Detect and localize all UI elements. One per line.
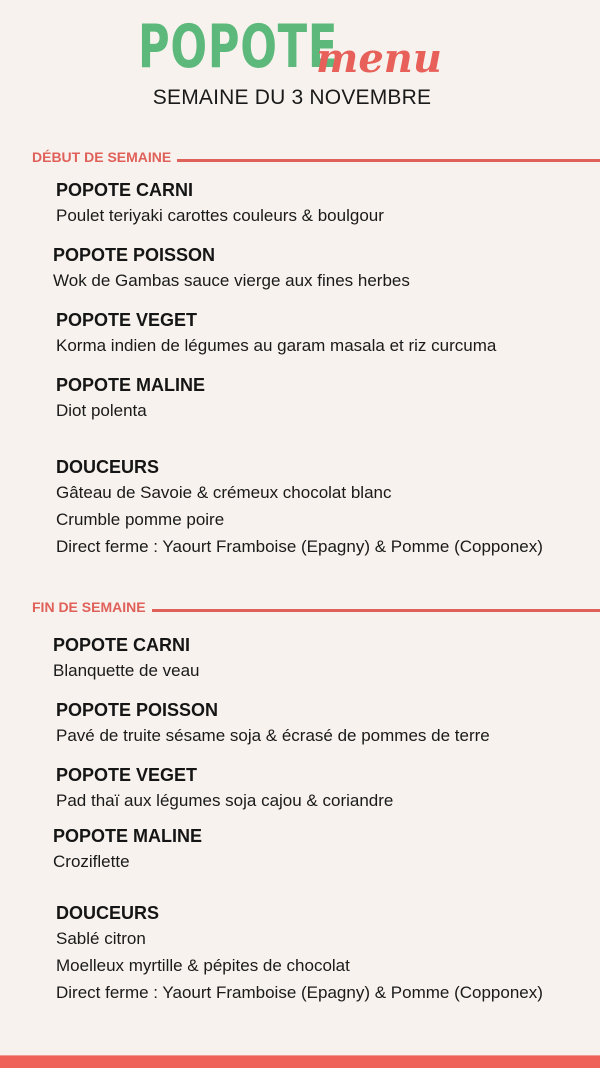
menu-item [53,243,410,294]
menu-item [56,698,490,749]
item-desc: Wok de Gambas sauce vierge aux fines herbes [53,271,410,290]
menu-item [53,633,200,684]
item-desc: Diot polenta [56,401,147,420]
menu-item-desserts [56,455,543,560]
item-desc: Direct ferme : Yaourt Framboise (Epagny) & Pomme (Copponex) [56,983,543,1002]
item-title: POPOTE POISSON [56,700,219,720]
item-desc: Crumble pomme poire [56,510,225,529]
menu-item-desserts [56,901,543,1006]
item-desc: Sablé citron [56,929,146,948]
item-title: POPOTE VEGET [56,310,198,330]
item-title: DOUCEURS [56,457,160,477]
menu-item [56,373,205,424]
item-title: POPOTE MALINE [53,826,203,846]
section-label: FIN DE SEMAINE [32,599,146,615]
item-title: POPOTE VEGET [56,765,198,785]
section-header-debut [32,147,600,167]
section-divider [177,159,600,162]
item-desc: Croziflette [53,852,130,871]
item-desc: Moelleux myrtille & pépites de chocolat [56,956,350,975]
item-desc: Blanquette de veau [53,661,200,680]
week-subtitle: SEMAINE DU 3 NOVEMBRE [152,86,432,109]
brand-title: POPOTE [138,12,339,82]
item-title: POPOTE MALINE [56,375,206,395]
item-title: DOUCEURS [56,903,160,923]
menu-item [53,824,202,875]
item-title: POPOTE CARNI [53,635,191,655]
section-label: DÉBUT DE SEMAINE [32,149,172,165]
item-desc: Direct ferme : Yaourt Framboise (Epagny) & Pomme (Copponex) [56,537,543,556]
menu-item [56,763,393,814]
item-desc: Poulet teriyaki carottes couleurs & boulgour [56,206,384,225]
menu-item [56,178,384,229]
brand-suffix: menu [316,35,442,82]
item-desc: Korma indien de légumes au garam masala et riz curcuma [56,336,497,355]
item-desc: Gâteau de Savoie & crémeux chocolat blanc [56,483,392,502]
item-title: POPOTE POISSON [53,245,216,265]
section-divider [152,609,600,612]
item-title: POPOTE CARNI [56,180,194,200]
item-desc: Pavé de truite sésame soja & écrasé de pommes de terre [56,726,490,745]
menu-item [56,308,496,359]
section-header-fin [32,597,600,617]
footer-bar [0,1055,600,1068]
item-desc: Pad thaï aux légumes soja cajou & coriandre [56,791,394,810]
